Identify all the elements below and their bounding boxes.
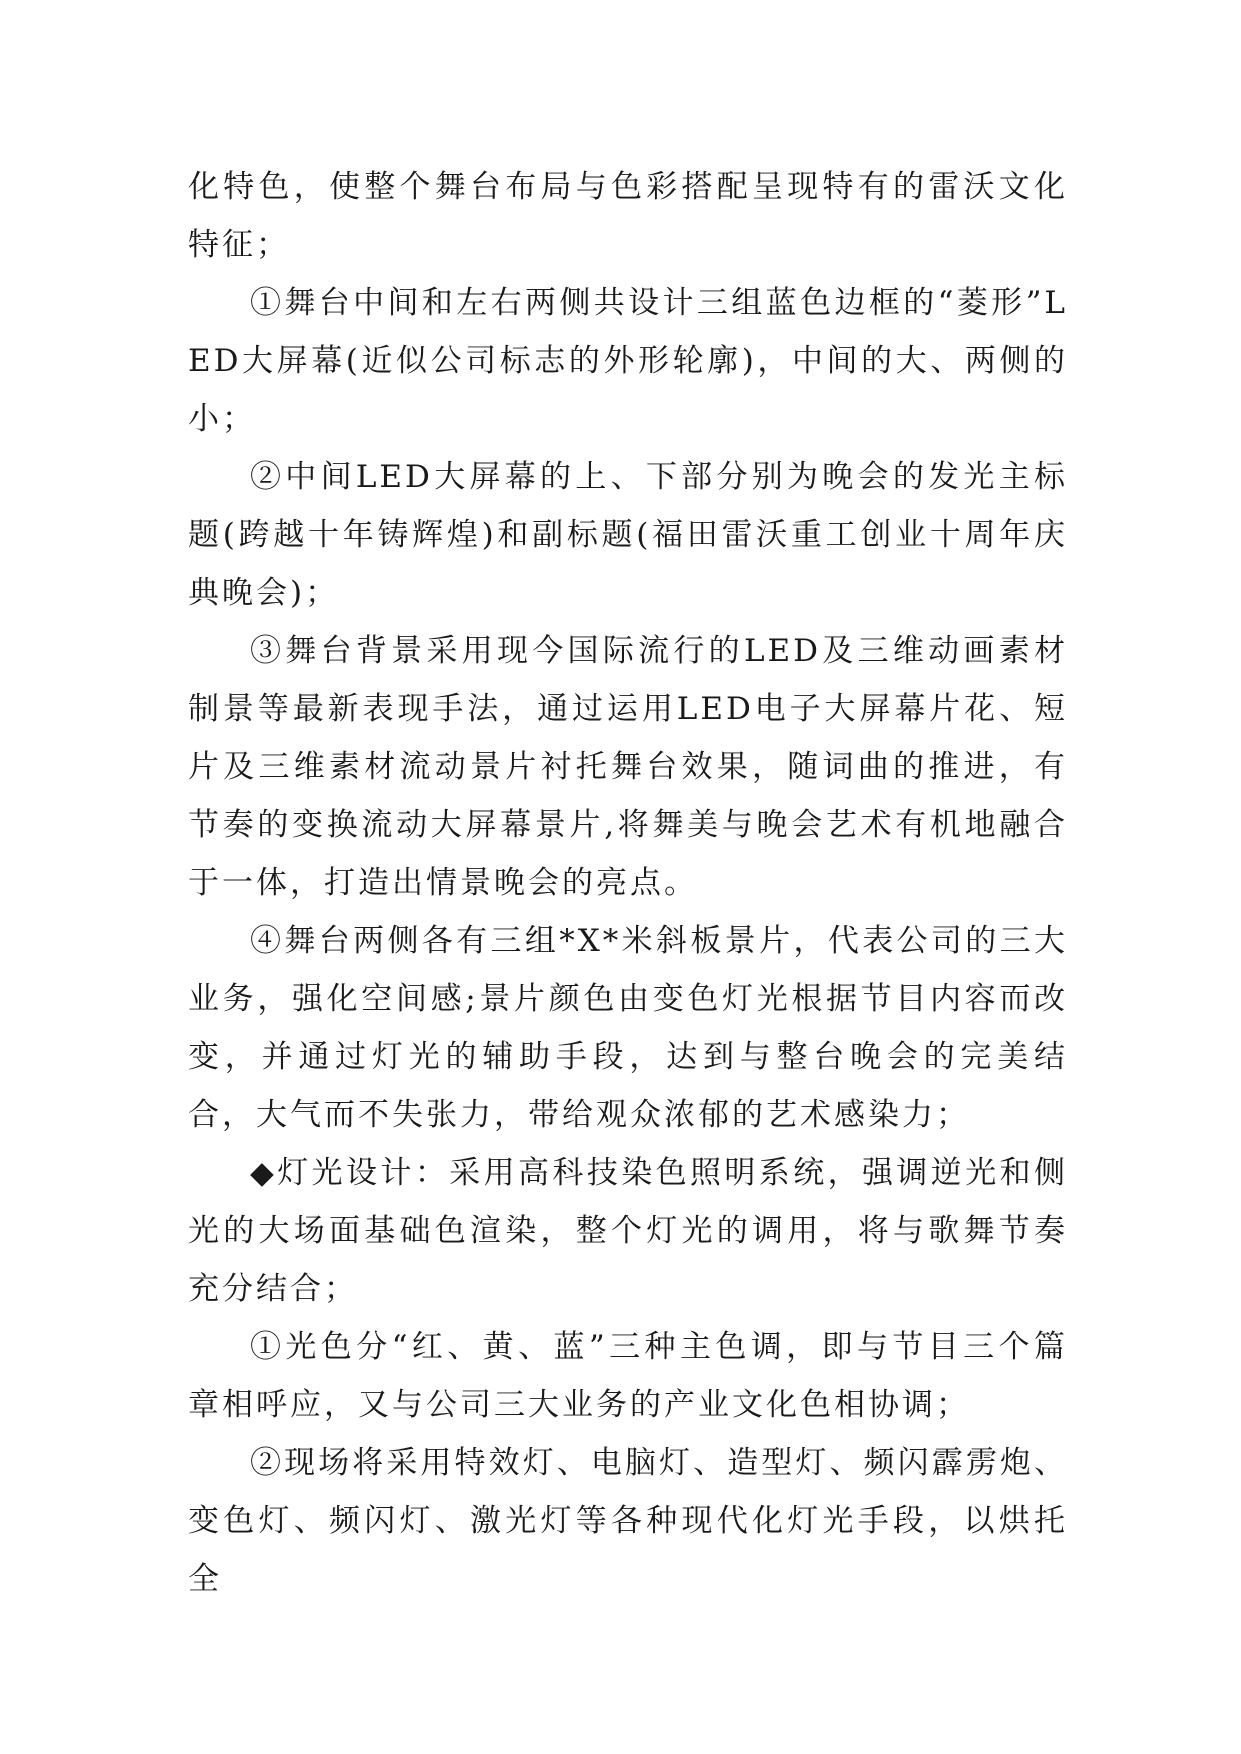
paragraph: ④舞台两侧各有三组*X*米斜板景片，代表公司的三大业务，强化空间感;景片颜色由变色灯光根据节目内容而改变，并通过灯光的辅助手段，达到与整台晚会的完美结合，大气而不失张力，带给观众浓郁的艺术感染力； — [188, 923, 1068, 1133]
paragraph: 化特色，使整个舞台布局与色彩搭配呈现特有的雷沃文化特征； — [188, 169, 1068, 263]
document-body — [188, 158, 1068, 1608]
paragraph: ①舞台中间和左右两侧共设计三组蓝色边框的“菱形”LED大屏幕(近似公司标志的外形轮廓)，中间的大、两侧的小； — [188, 285, 1068, 437]
paragraph: ②现场将采用特效灯、电脑灯、造型灯、频闪霹雳炮、变色灯、频闪灯、激光灯等各种现代化灯光手段，以烘托全 — [188, 1445, 1068, 1597]
paragraph: ②中间LED大屏幕的上、下部分别为晚会的发光主标题(跨越十年铸辉煌)和副标题(福田雷沃重工创业十周年庆典晚会)； — [188, 459, 1068, 611]
paragraph: ①光色分“红、黄、蓝”三种主色调，即与节目三个篇章相呼应，又与公司三大业务的产业文化色相协调； — [188, 1329, 1068, 1423]
paragraph: ③舞台背景采用现今国际流行的LED及三维动画素材制景等最新表现手法，通过运用LED电子大屏幕片花、短片及三维素材流动景片衬托舞台效果，随词曲的推进，有节奏的变换流动大屏幕景片,将舞美与晚会艺术有机地融合于一体，打造出情景晚会的亮点。 — [188, 633, 1068, 901]
paragraph: ◆灯光设计：采用高科技染色照明系统，强调逆光和侧光的大场面基础色渲染，整个灯光的调用，将与歌舞节奏充分结合； — [188, 1155, 1068, 1307]
